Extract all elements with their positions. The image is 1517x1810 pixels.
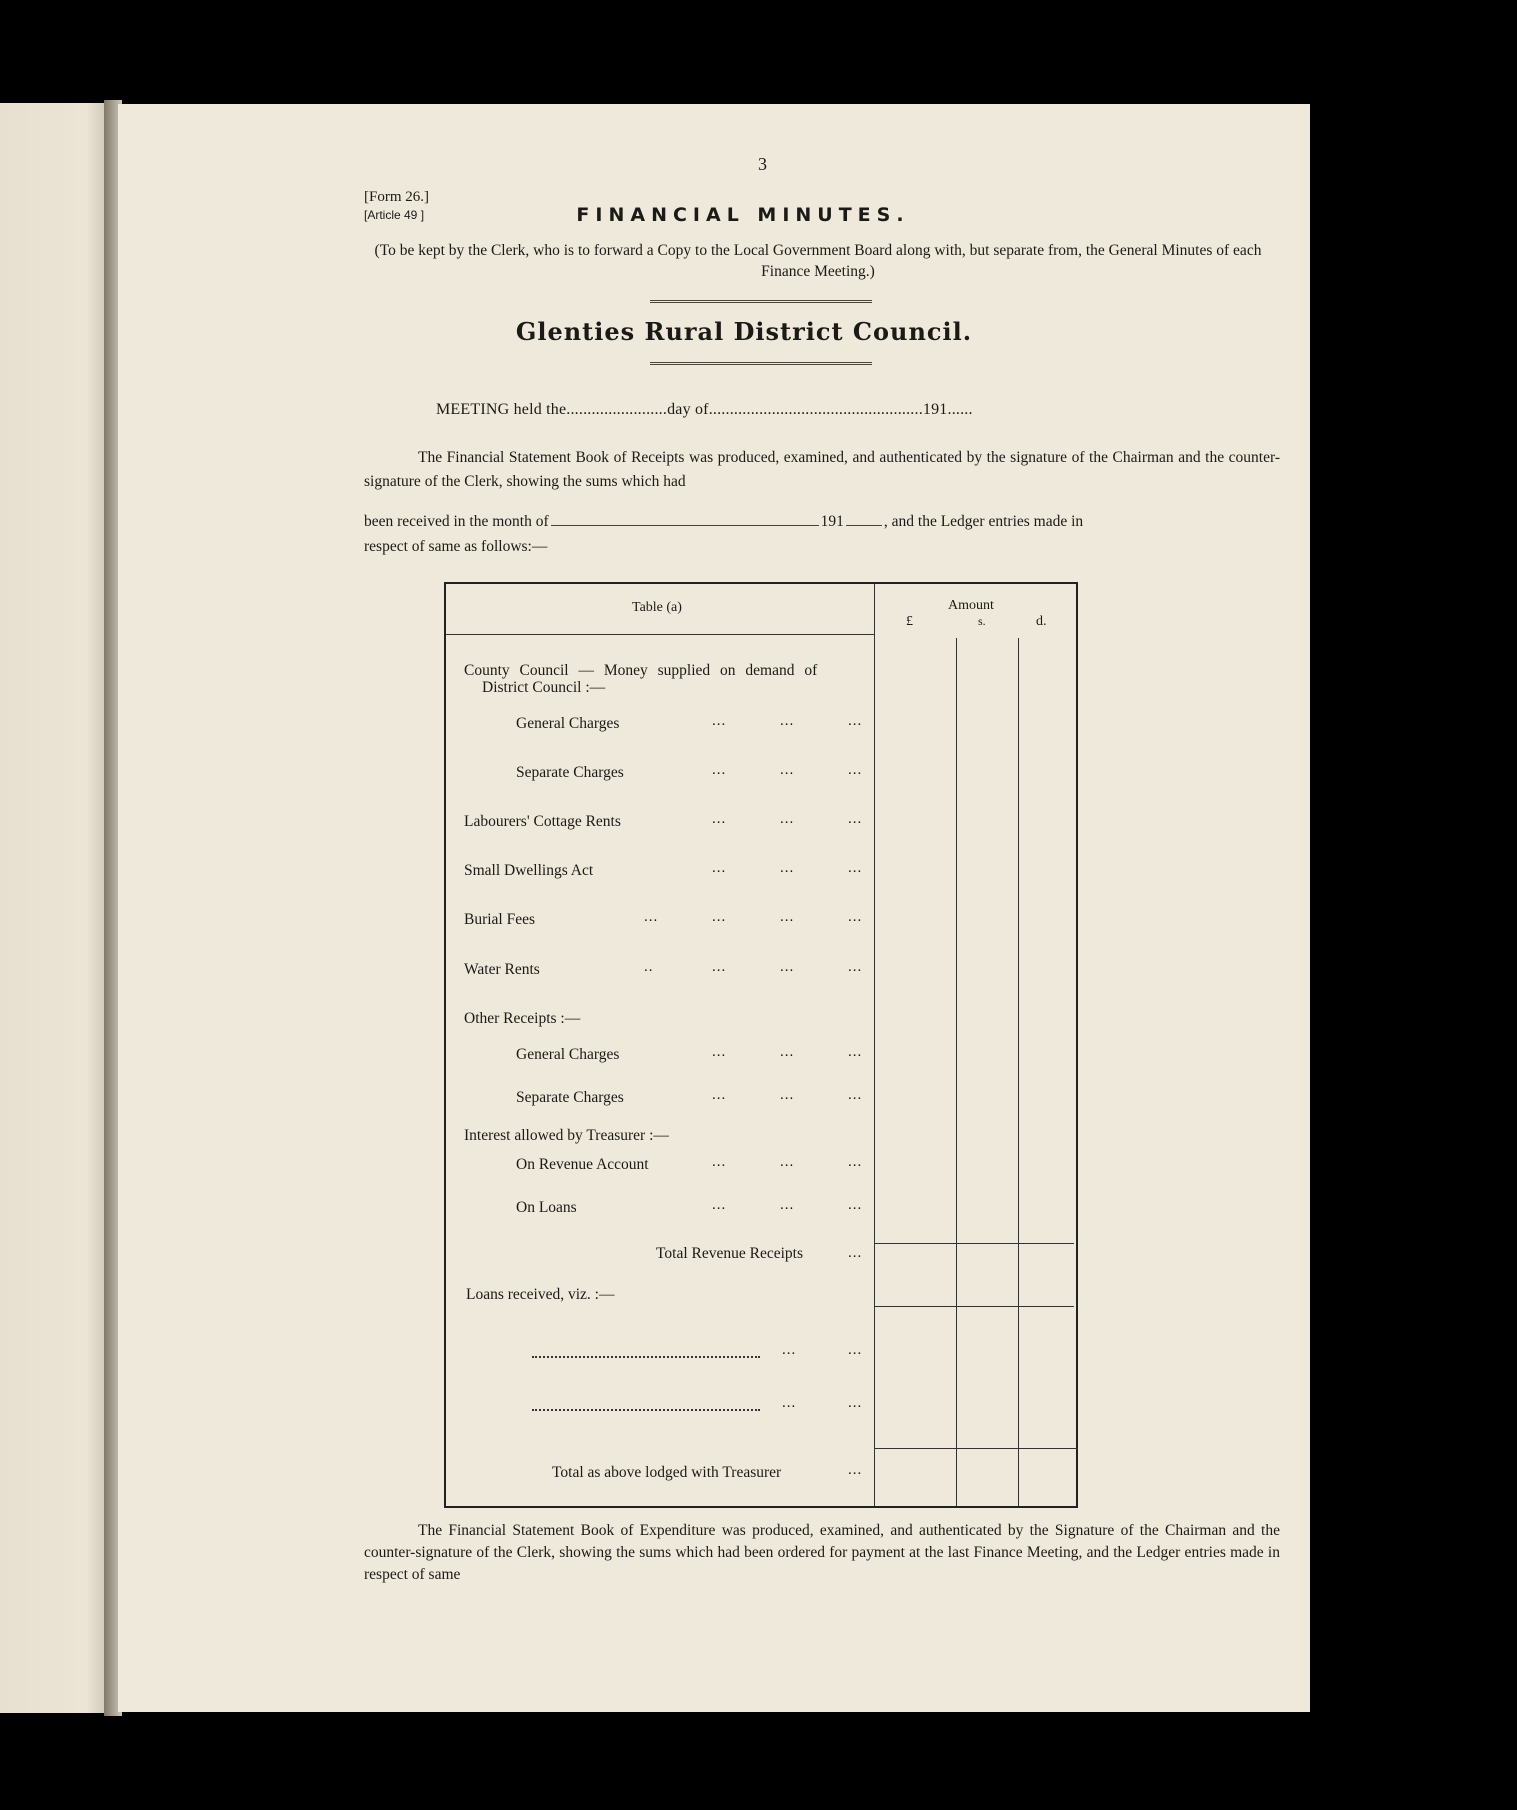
expenditure-paragraph: The Financial Statement Book of Expenditure was produced, examined, and authenticated by the Signature of the Chairman and the counter-signature of the Clerk, showing the sums which had been ordered for payment at the last Finance Meeting, and the Ledger entries made in respect of same	[364, 1522, 1280, 1583]
leader: ...	[712, 1154, 727, 1170]
month-blank	[551, 525, 819, 526]
leader: ...	[848, 1245, 863, 1261]
leader: ...	[782, 1395, 797, 1411]
row-on-loans: On Loans	[516, 1199, 577, 1216]
leader: ...	[780, 1154, 795, 1170]
month-line	[364, 510, 1280, 534]
leader: ...	[848, 860, 863, 876]
leader: ...	[848, 762, 863, 778]
leader: ...	[848, 713, 863, 729]
leader: ...	[848, 1462, 863, 1478]
leader: ...	[848, 1395, 863, 1411]
leader: ...	[712, 713, 727, 729]
leader: ...	[848, 909, 863, 925]
leader: ...	[780, 1044, 795, 1060]
leader: ...	[780, 1197, 795, 1213]
row-loans-received: Loans received, viz. :—	[466, 1286, 615, 1303]
pence-header: d.	[1036, 614, 1047, 629]
ledger-text: , and the Ledger entries made in	[883, 513, 1084, 530]
subtotal-rule-bottom	[874, 1306, 1074, 1307]
leader: ...	[712, 909, 727, 925]
row-separate-charges: Separate Charges	[516, 764, 624, 781]
document-title: FINANCIAL MINUTES.	[576, 204, 910, 226]
header-rule	[446, 634, 874, 635]
row-burial-fees: Burial Fees	[464, 911, 536, 928]
leader: ...	[848, 1044, 863, 1060]
month-line-text: been received in the month of	[364, 513, 549, 530]
document-subtitle: (To be kept by the Clerk, who is to forward a Copy to the Local Government Board along with, but separate from, the General Minutes of each Finance Meeting.)	[374, 242, 1262, 280]
row-other-receipts: Other Receipts :—	[464, 1010, 581, 1027]
year-prefix: 191	[820, 513, 844, 530]
leader: ...	[712, 1197, 727, 1213]
leader: ...	[848, 1342, 863, 1358]
row-on-revenue-account: On Revenue Account	[516, 1156, 649, 1173]
row-small-dwellings-act: Small Dwellings Act	[464, 862, 594, 879]
leader: ..	[644, 959, 654, 975]
leader: ...	[848, 1197, 863, 1213]
leader: ...	[848, 1154, 863, 1170]
form-reference: [Form 26.]	[364, 189, 429, 205]
double-rule-bottom	[650, 362, 872, 365]
row-total-revenue-receipts: Total Revenue Receipts	[656, 1245, 803, 1262]
col-divider-pounds	[956, 638, 957, 1506]
leader: ...	[780, 811, 795, 827]
receipts-table	[444, 582, 1078, 1508]
leader: ...	[848, 1087, 863, 1103]
shillings-header: s.	[978, 614, 986, 628]
leader: ...	[780, 959, 795, 975]
leader: ...	[712, 762, 727, 778]
leader: ...	[780, 909, 795, 925]
row-interest-allowed: Interest allowed by Treasurer :—	[464, 1127, 669, 1144]
leader: ...	[712, 1044, 727, 1060]
leader: ...	[780, 762, 795, 778]
leader: ...	[780, 1087, 795, 1103]
leader: ...	[712, 1087, 727, 1103]
meeting-line: MEETING held the........................day of...................................................191......	[436, 401, 973, 418]
col-divider-description	[874, 584, 875, 1506]
col-divider-shillings	[1018, 638, 1019, 1506]
row-other-general-charges: General Charges	[516, 1046, 620, 1063]
row-other-separate-charges: Separate Charges	[516, 1089, 624, 1106]
leader: ...	[848, 959, 863, 975]
subtotal-rule-top	[874, 1243, 1074, 1244]
respect-line: respect of same as follows:—	[364, 538, 548, 555]
row-total-lodged: Total as above lodged with Treasurer	[552, 1464, 782, 1481]
leader: ...	[712, 959, 727, 975]
leader: ...	[712, 811, 727, 827]
row-labourers-cottage-rents: Labourers' Cottage Rents	[464, 813, 621, 830]
table-header: Table (a)	[632, 600, 682, 615]
row-district-council: District Council :—	[482, 679, 606, 696]
article-reference: [Article 49 ]	[364, 208, 425, 222]
page-number: 3	[758, 154, 767, 174]
leader: ...	[780, 713, 795, 729]
total-rule	[874, 1448, 1078, 1449]
facing-page	[0, 103, 108, 1713]
amount-header: Amount	[948, 598, 994, 613]
receipts-paragraph: The Financial Statement Book of Receipts was produced, examined, and authenticated by the signature of the Chairman and the counter-signature of the Clerk, showing the sums which had	[364, 449, 1280, 490]
row-water-rents: Water Rents	[464, 961, 540, 978]
year-blank	[846, 525, 882, 526]
council-name: Glenties Rural District Council.	[515, 317, 973, 346]
leader: ...	[780, 860, 795, 876]
loan-entry-line-2	[532, 1409, 760, 1411]
row-county-council: County Council — Money supplied on demand of	[464, 662, 818, 679]
leader: ...	[712, 860, 727, 876]
loan-entry-line-1	[532, 1356, 760, 1358]
row-general-charges: General Charges	[516, 715, 620, 732]
leader: ...	[848, 811, 863, 827]
pounds-header: £	[906, 614, 913, 629]
document-page	[118, 104, 1310, 1712]
double-rule-top	[650, 300, 872, 303]
leader: ...	[782, 1342, 797, 1358]
leader: ...	[644, 909, 659, 925]
